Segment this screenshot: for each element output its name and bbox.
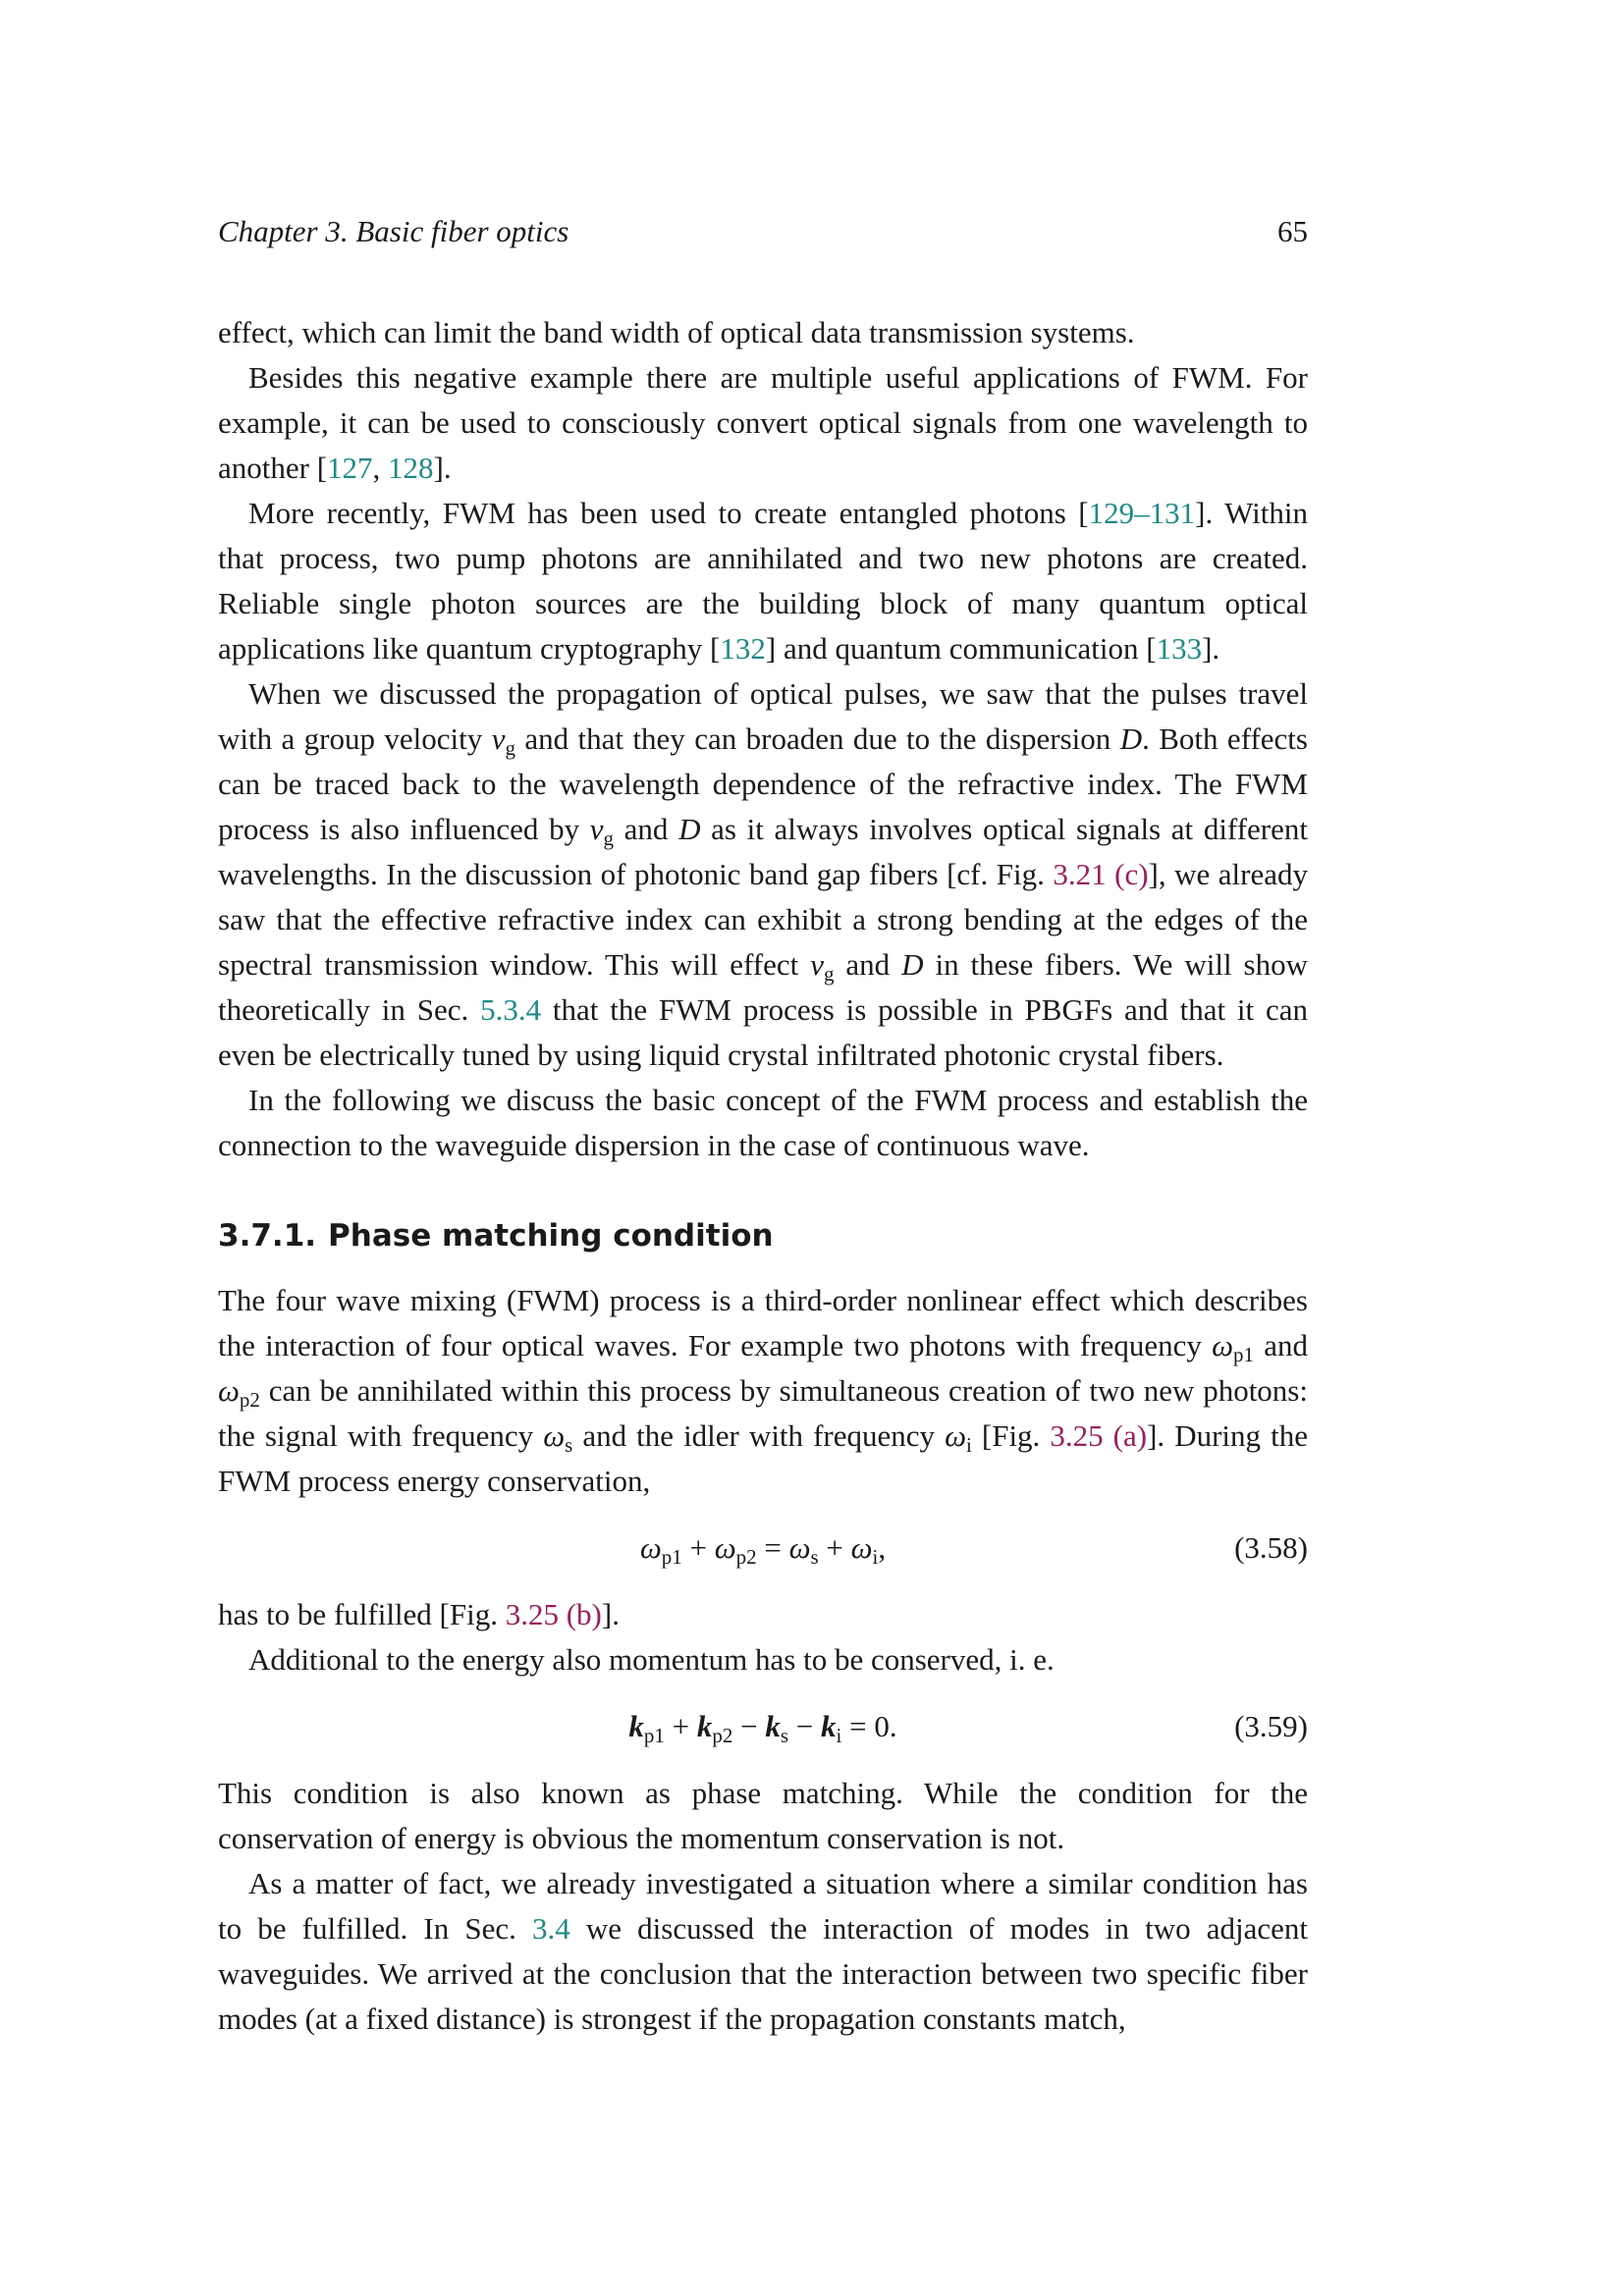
citation-link[interactable]: 133 (1156, 631, 1203, 666)
paragraph (218, 491, 1308, 671)
citation-link[interactable]: 129–131 (1088, 496, 1196, 530)
figure-reference-link[interactable]: 3.25 (b) (505, 1597, 602, 1631)
math-subscript: g (603, 827, 614, 850)
text-run: in these fibers. We will show theoretically in Sec. (218, 947, 1309, 1027)
page-number: 65 (1277, 214, 1308, 248)
section-title: Phase matching condition (328, 1218, 774, 1254)
text-run: that the FWM process is possible in PBGFs and that it can even be electrically tuned by using liquid crystal infiltrated photonic crystal fibers. (218, 992, 1309, 1072)
math-subscript: p2 (735, 1545, 757, 1569)
figure-reference-link[interactable]: 3.21 (c) (1053, 857, 1149, 891)
text-run: ]. (601, 1597, 620, 1631)
text-run: ]. During the FWM process energy conservation, (218, 1418, 1308, 1498)
math-subscript: i (836, 1724, 842, 1747)
math-subscript: p1 (643, 1724, 665, 1747)
math-subscript: g (823, 962, 835, 986)
section-heading (218, 1213, 1308, 1258)
equation-3-58 (218, 1525, 1308, 1571)
section-reference-link[interactable]: 3.4 (532, 1911, 570, 1946)
math-symbol: ω (543, 1418, 566, 1453)
text-run: can be annihilated within this process by simultaneous creation of two new photons: the signal with frequency (218, 1373, 1308, 1453)
math-subscript: p1 (1232, 1343, 1254, 1366)
equation-body (218, 1704, 1308, 1749)
math-symbol: k (821, 1709, 837, 1743)
text-run: ]. (1202, 631, 1220, 666)
text-run: and (834, 947, 902, 982)
math-symbol: D (901, 947, 924, 982)
math-operator: = 0. (841, 1709, 897, 1743)
math-subscript: i (872, 1545, 879, 1569)
citation-link[interactable]: 128 (388, 451, 434, 485)
equation-body (218, 1525, 1308, 1571)
paragraph (218, 1861, 1308, 2042)
paragraph (218, 671, 1308, 1078)
paragraph (218, 1771, 1308, 1861)
paragraph-text: Additional to the energy also momentum has to be conserved, i. e. (248, 1642, 1055, 1677)
equation-number: (3.58) (1234, 1530, 1308, 1565)
math-symbol: D (1119, 721, 1143, 756)
math-symbol: v (810, 947, 824, 982)
math-symbol: ω (850, 1530, 873, 1565)
section-number: 3.7.1. (218, 1218, 317, 1254)
figure-reference-link[interactable]: 3.25 (a) (1050, 1418, 1148, 1453)
math-operator: + (818, 1530, 851, 1565)
math-operator: − (788, 1709, 822, 1743)
text-run: [Fig. (971, 1418, 1051, 1453)
text-run: More recently, FWM has been used to create entangled photons [ (248, 496, 1089, 530)
math-operator: + (681, 1530, 715, 1565)
paragraph-text: This condition is also known as phase matching. While the condition for the conservation of energy is obvious the momentum conservation is not. (218, 1776, 1308, 1855)
math-operator: + (664, 1709, 697, 1743)
math-symbol: v (589, 812, 604, 846)
math-symbol: ω (639, 1530, 662, 1565)
body-text (218, 310, 1308, 2042)
math-operator: − (732, 1709, 766, 1743)
equation-3-59 (218, 1704, 1308, 1749)
text-run: and the idler with frequency (572, 1418, 946, 1453)
text-run: and that they can broaden due to the dispersion (514, 721, 1120, 756)
paragraph (218, 355, 1308, 491)
text-run: The four wave mixing (FWM) process is a third-order nonlinear effect which describes the interaction of four optical waves. For example two photons with frequency (218, 1283, 1308, 1362)
math-symbol: ω (788, 1530, 811, 1565)
text-run: we discussed the interaction of modes in two adjacent waveguides. We arrived at the conclusion that the interaction between two specific fiber modes (at a fixed distance) is strongest if the propagation constants match, (218, 1911, 1309, 2036)
chapter-title: Chapter 3. Basic fiber optics (218, 214, 569, 248)
math-subscript: p2 (239, 1388, 260, 1412)
math-subscript: g (505, 736, 515, 760)
citation-link[interactable]: 132 (720, 631, 766, 666)
math-operator: , (878, 1530, 887, 1565)
text-run: When we discussed the propagation of optical pulses, we saw that the pulses travel with a group velocity (218, 676, 1308, 756)
text-run: and (1253, 1328, 1308, 1362)
math-subscript: s (565, 1433, 573, 1457)
text-run: and (614, 812, 679, 846)
text-run: ], we already saw that the effective refractive index can exhibit a strong bending at the edges of the spectral transmission window. This will effect (218, 857, 1309, 982)
math-symbol: ω (714, 1530, 736, 1565)
math-symbol: v (491, 721, 506, 756)
paragraph (218, 1637, 1308, 1682)
text-run: . Both effects can be traced back to the wavelength dependence of the refractive index. The FWM process is also influenced by (218, 721, 1308, 846)
text-run: ] and quantum communication [ (765, 631, 1157, 666)
paragraph (218, 1592, 1308, 1637)
math-symbol: k (628, 1709, 644, 1743)
citation-link[interactable]: 127 (327, 451, 373, 485)
text-run: As a matter of fact, we already investigated a situation where a similar condition has to be fulfilled. In Sec. (218, 1866, 1308, 1946)
paragraph-text: effect, which can limit the band width of optical data transmission systems. (218, 315, 1135, 349)
math-symbol: k (696, 1709, 713, 1743)
paragraph (218, 1078, 1308, 1168)
equation-number: (3.59) (1234, 1709, 1308, 1743)
math-symbol: ω (1212, 1328, 1233, 1362)
paragraph (218, 1278, 1308, 1504)
text-run: Besides this negative example there are multiple useful applications of FWM. For example, it can be used to consciously convert optical signals from one wavelength to another [ (218, 360, 1308, 485)
text-run: ]. (433, 451, 452, 485)
text-run: as it always involves optical signals at different wavelengths. In the discussion of photonic band gap fibers [cf. Fig. (218, 812, 1308, 891)
math-symbol: D (678, 812, 701, 846)
math-symbol: ω (218, 1373, 240, 1408)
paragraph-text: In the following we discuss the basic concept of the FWM process and establish the connection to the waveguide dispersion in the case of continuous wave. (218, 1083, 1308, 1162)
math-symbol: k (765, 1709, 781, 1743)
math-subscript: s (780, 1724, 789, 1747)
math-subscript: i (965, 1433, 972, 1457)
running-header (218, 214, 1308, 253)
section-reference-link[interactable]: 5.3.4 (480, 992, 542, 1027)
math-operator: = (756, 1530, 789, 1565)
math-symbol: ω (945, 1418, 966, 1453)
math-subscript: s (810, 1545, 819, 1569)
paragraph (218, 310, 1308, 355)
text-run: has to be fulfilled [Fig. (218, 1597, 506, 1631)
text-run: , (372, 451, 389, 485)
math-subscript: p1 (661, 1545, 682, 1569)
text-run: ]. Within that process, two pump photons are annihilated and two new photons are created. Reliable single photon sources are the building block of many quantum optical applications like quantum cryptography [ (218, 496, 1309, 666)
math-subscript: p2 (712, 1724, 733, 1747)
